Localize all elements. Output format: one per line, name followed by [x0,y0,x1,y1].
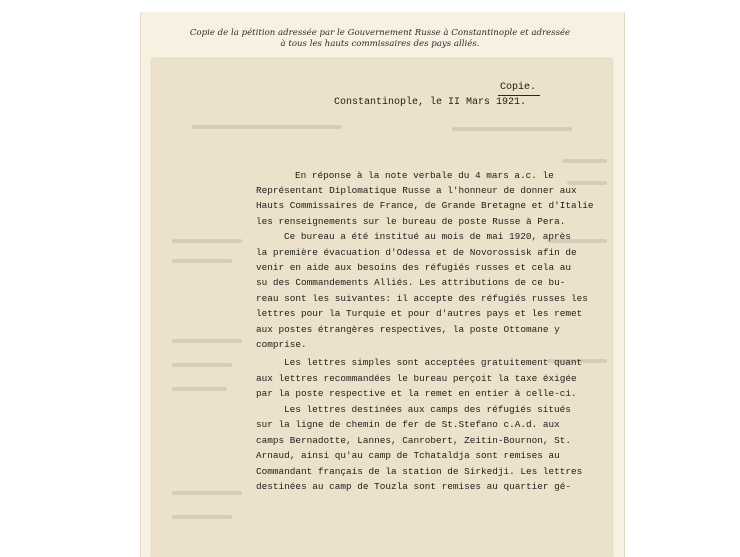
body-line: venir en aide aux besoins des réfugiés russes et cela au [256,262,572,273]
copie-label: Copie. [500,82,537,93]
letter-body [152,59,612,557]
body-line: Les lettres destinées aux camps des réfugiés situés [284,404,571,415]
body-line: aux lettres recommandées le bureau perçoit la taxe éxigée [256,373,577,384]
archive-caption [150,28,610,50]
body-line: la première évacuation d'Odessa et de Novorossisk afin de [256,247,577,258]
body-line: les renseignements sur le bureau de poste Russe à Pera. [256,216,566,227]
body-line: comprise. [256,339,307,350]
caption-line-1: Copie de la pétition adressée par le Gouvernement Russe à Constantinople et adressée [189,28,571,38]
body-line: su des Commandements Alliés. Les attributions de ce bu- [256,277,566,288]
body-line: camps Bernadotte, Lannes, Canrobert, Zeitin-Bournon, St. [256,435,572,446]
body-line: Arnaud, ainsi qu'au camp de Tchataldja sont remises au [256,450,560,461]
body-line: destinées au camp de Touzla sont remises au quartier gé- [256,481,572,492]
copie-underline [498,95,540,96]
body-line: aux postes étrangères respectives, la poste Ottomane y [256,324,560,335]
caption-line-2: à tous les hauts commissaires des pays alliés. [280,39,480,49]
body-line: par la poste respective et la remet en entier à celle-ci. [256,388,577,399]
body-line: sur la ligne de chemin de fer de St.Stefano c.A.d. aux [256,419,560,430]
body-line: Les lettres simples sont acceptées gratuitement quant [284,357,583,368]
body-line: reau sont les suivantes: il accepte des réfugiés russes les [256,293,588,304]
body-line: Commandant français de la station de Sirkedji. Les lettres [256,466,583,477]
body-line: lettres pour la Turquie et pour d'autres pays et les remet [256,308,583,319]
body-line: Hauts Commissaires de France, de Grande Bretagne et d'Italie [256,200,594,211]
body-line: Représentant Diplomatique Russe a l'honneur de donner aux [256,185,577,196]
letter-sheet [152,59,612,557]
body-line: En réponse à la note verbale du 4 mars a.c. le [295,170,554,181]
dateline: Constantinople, le II Mars 1921. [334,97,527,108]
body-line: Ce bureau a été institué au mois de mai 1920, après [284,231,571,242]
